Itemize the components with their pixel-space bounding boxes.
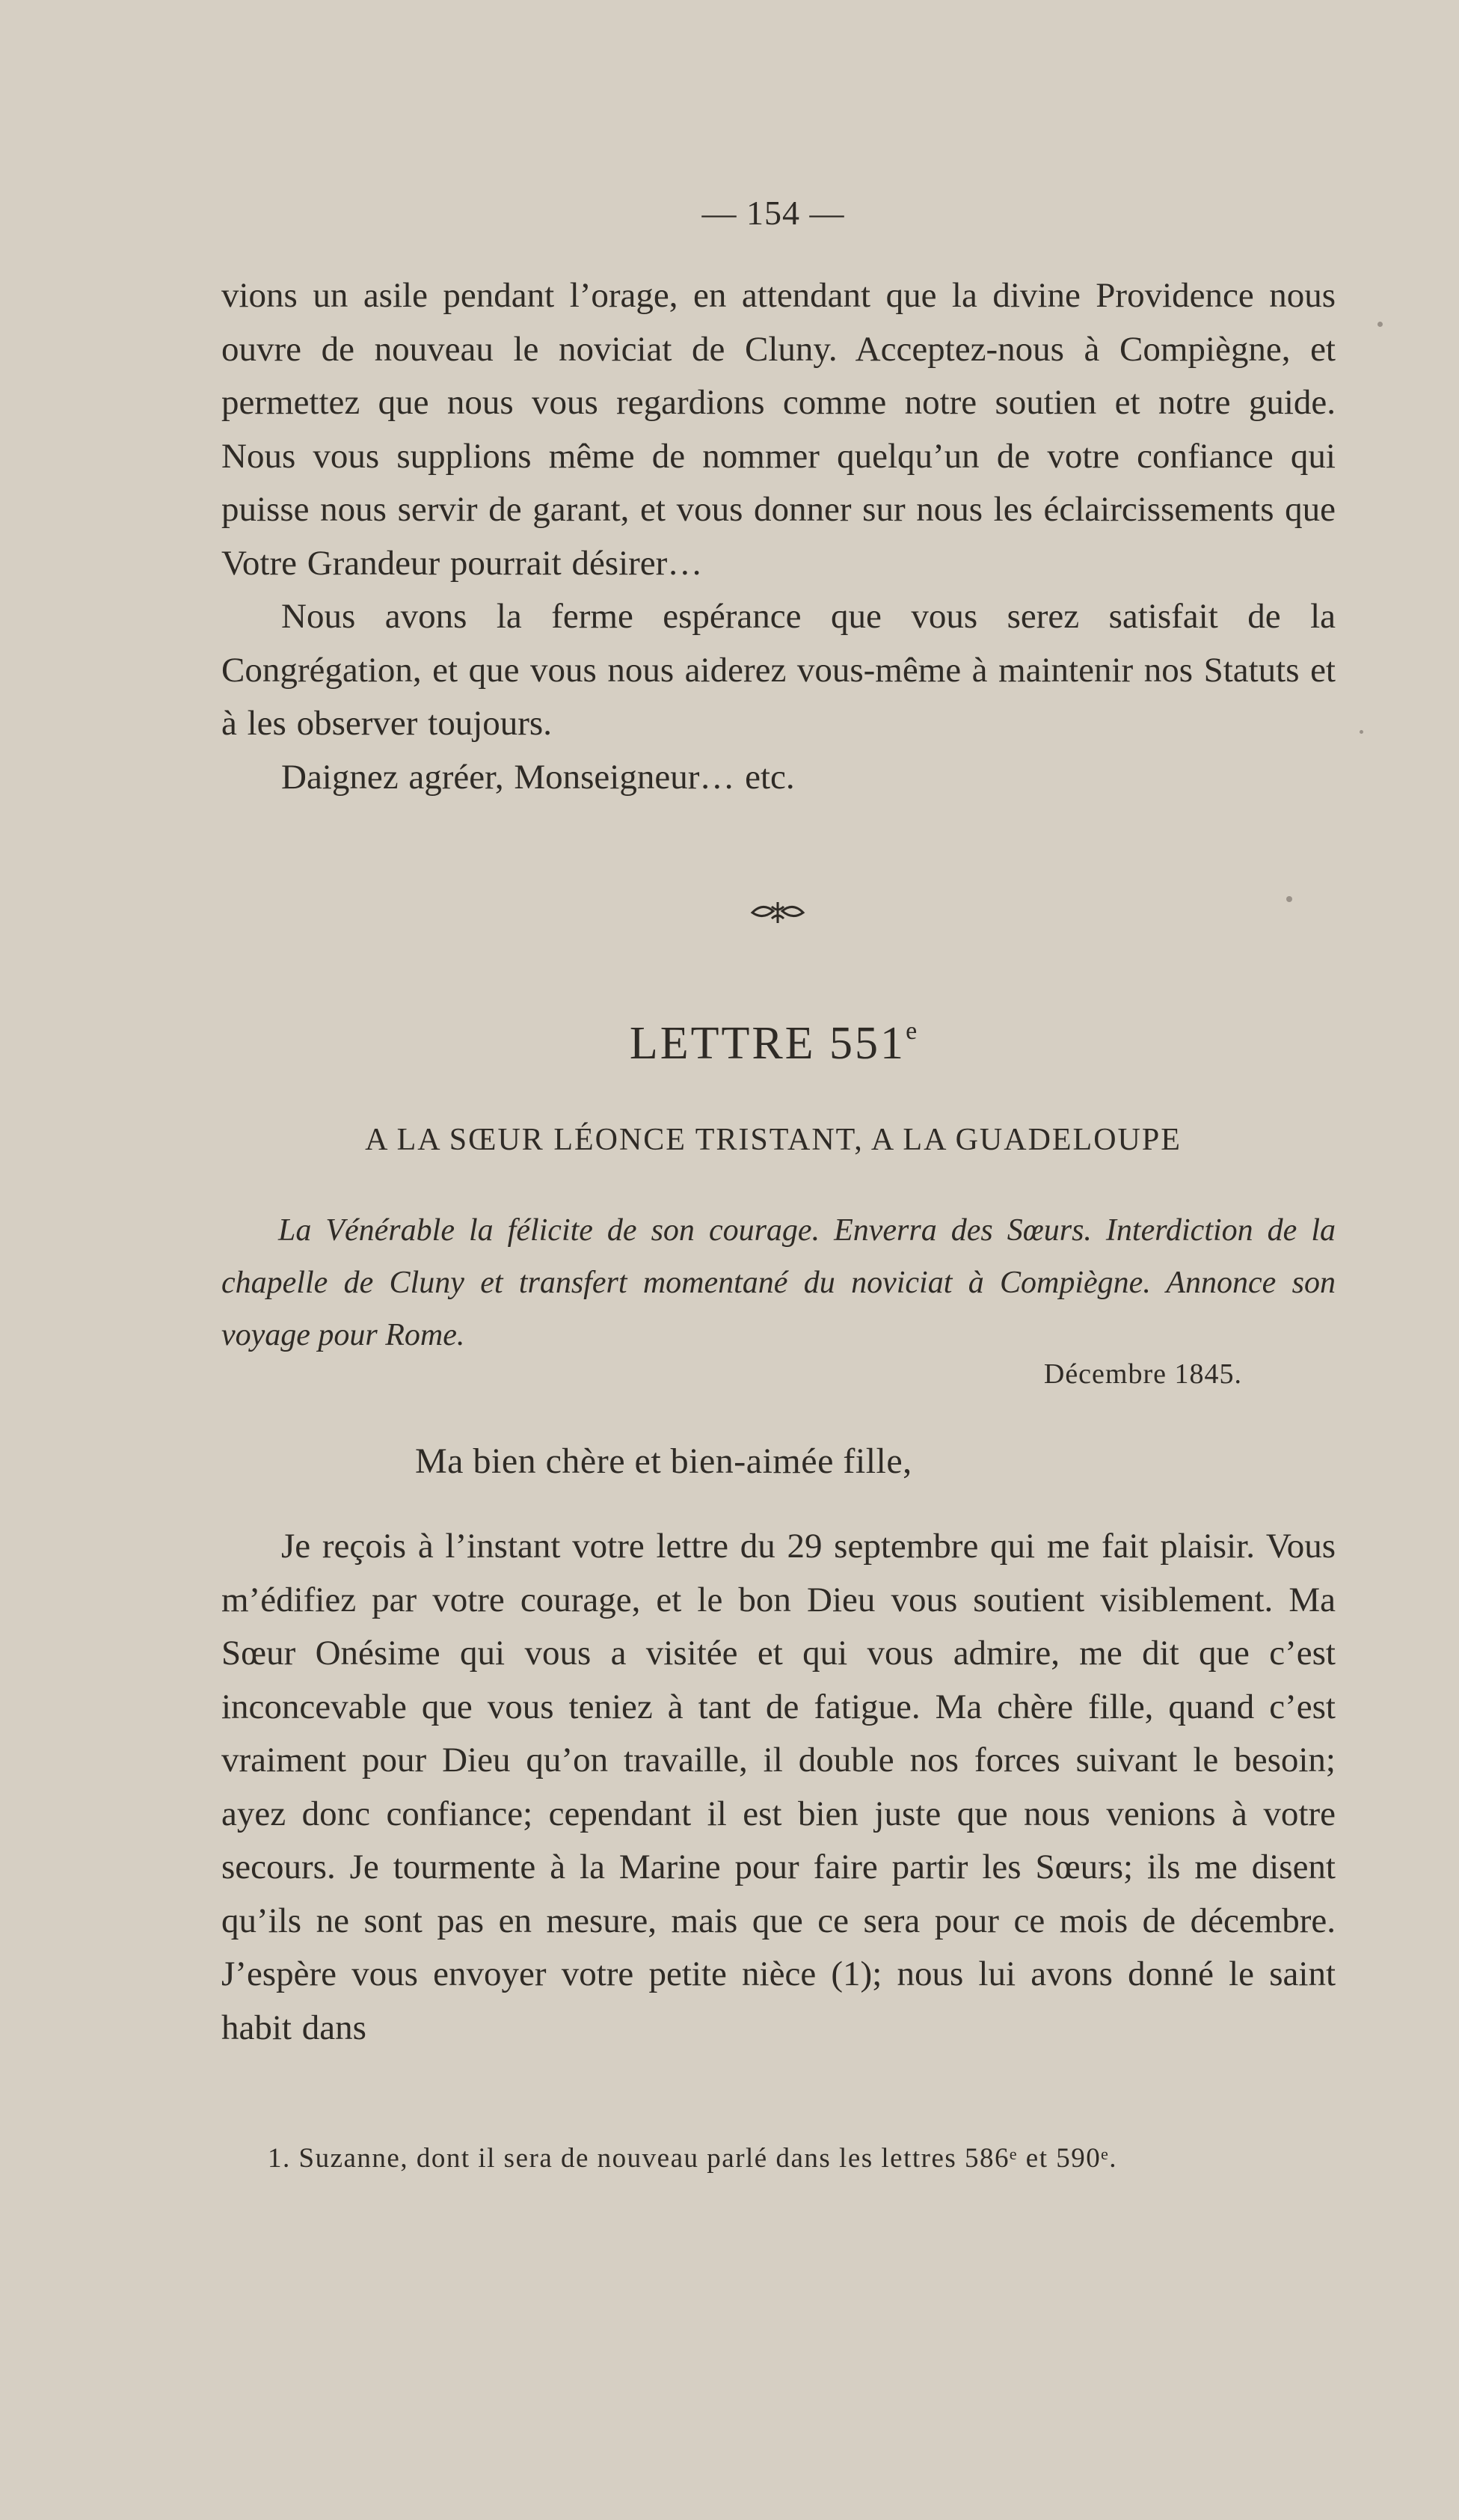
letter-body-paragraph: Je reçois à l’instant votre lettre du 29 septembre qui me fait plaisir. Vous m’édifiez par votre courage, et le bon Dieu vous soutient visiblement. Ma Sœur Onésime qui vous a visitée et qui vous admire, me dit que c’est inconcevable que vous teniez à tant de fatigue. Ma chère fille, quand c’est vraiment pour Dieu qu’on travaille, il double nos forces suivant le besoin; ayez donc confiance; cependant il est bien juste que nous venions à votre secours. Je tourmente à la Marine pour faire partir les Sœurs; ils me disent qu’ils ne sont pas en mesure, mais que ce sera pour ce mois de décembre. J’espère vous envoyer votre petite nièce (1); nous lui avons donné le saint habit dans [221, 1527, 1336, 2047]
paper-speck [1377, 322, 1383, 327]
continuation-paragraph-2: Nous avons la ferme espérance que vous serez satisfait de la Congrégation, et que vous nous aiderez vous-même à maintenir nos Statuts et à les observer toujours. [221, 597, 1336, 743]
letter-title-suffix: e [906, 1017, 918, 1045]
letter-salutation: Ma bien chère et bien-aimée fille, [415, 1441, 912, 1481]
letter-summary: La Vénérable la félicite de son courage. Enverra des Sœurs. Interdiction de la chapelle de Cluny et transfert momentané du noviciat à Compiègne. Annonce son voyage pour Rome. [221, 1213, 1336, 1352]
letter-body [221, 1520, 1336, 2055]
footnote: 1. Suzanne, dont il sera de nouveau parlé dans les lettres 586ᵉ et 590ᵉ. [268, 2143, 1117, 2174]
letter-title-text: LETTRE 551 [629, 1018, 906, 1069]
paper-speck [1360, 730, 1363, 734]
letter-title [0, 1017, 1459, 1070]
page-number: — 154 — [701, 194, 845, 232]
continuation-text [221, 269, 1336, 804]
letter-date: Décembre 1845. [1043, 1358, 1242, 1390]
letter-recipient: A LA SŒUR LÉONCE TRISTANT, A LA GUADELOUPE [365, 1123, 1182, 1157]
fleuron-ornament-icon [748, 898, 808, 928]
closing-formula: Daignez agréer, Monseigneur… etc. [281, 757, 795, 797]
paper-speck [1286, 896, 1292, 902]
continuation-paragraph-1: vions un asile pendant l’orage, en attendant que la divine Providence nous ouvre de nouveau le noviciat de Cluny. Acceptez-nous à Compiègne, et permettez que nous vous regardions comme notre soutien et notre guide. Nous vous supplions même de nommer quelqu’un de votre confiance qui puisse nous servir de garant, et vous donner sur nous les éclaircissements que Votre Grandeur pourrait désirer… [221, 276, 1336, 583]
